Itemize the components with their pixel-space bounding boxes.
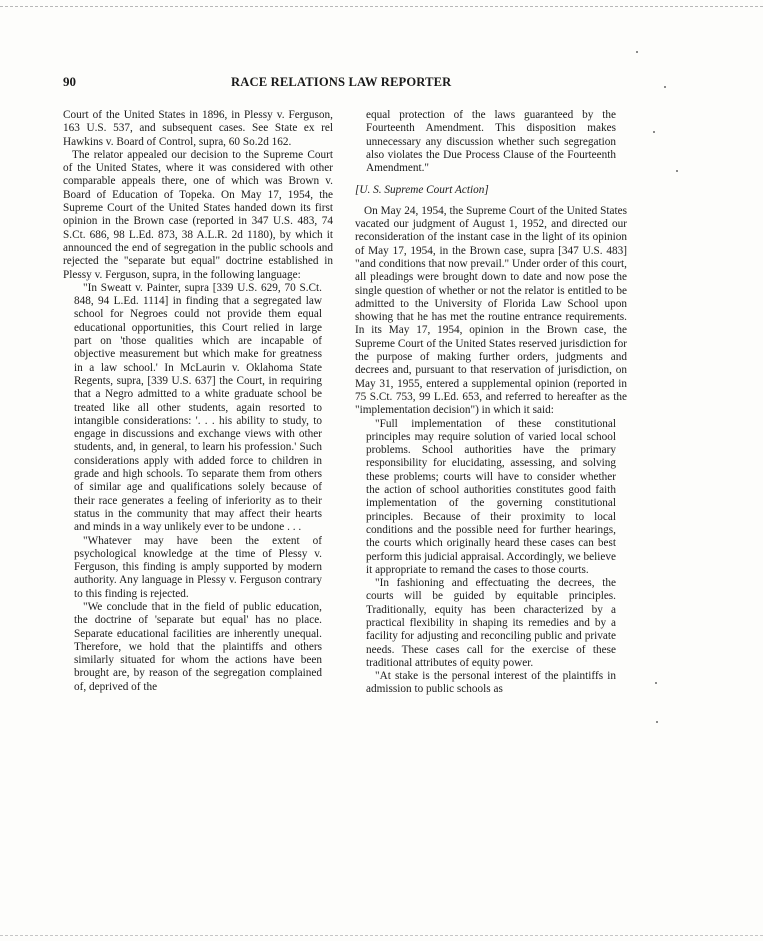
page-header xyxy=(0,74,763,94)
page-number: 90 xyxy=(63,74,76,89)
paragraph: Court of the United States in 1896, in Plessy v. Ferguson, 163 U.S. 537, and subsequent cases. See State ex rel Hawkins v. Board of Control, supra, 60 So.2d 162. xyxy=(63,109,333,148)
scan-speck xyxy=(636,51,638,53)
scan-speck xyxy=(656,721,658,723)
quoted-passage: equal protection of the laws guaranteed by the Fourteenth Amendment. This disposition makes unnecessary any discussion whether such segregation also violates the Due Process Clause of the Fourteenth Amendment." xyxy=(366,109,616,175)
scan-edge-bottom xyxy=(0,935,763,936)
paragraph: The relator appealed our decision to the Supreme Court of the United States, where it was considered with other comparable appeals there, one of which was Brown v. Board of Education of Topeka. On May 17, 1954, the Supreme Court of the United States handed down its first opinion in the Brown case (reported in 347 U.S. 483, 74 S.Ct. 686, 98 L.Ed. 873, 38 A.L.R. 2d 1180), by which it announced the end of segregation in the public schools and rejected the "separate but equal" doctrine established in Plessy v. Ferguson, supra, in the following language: xyxy=(63,148,333,281)
paragraph: On May 24, 1954, the Supreme Court of the United States vacated our judgment of August 1, 1952, and directed our reconsideration of the instant case in the light of its opinion of May 17, 1954, in the Brown case, supra [347 U.S. 483] "and conditions that now prevail." Under order of this court, all pleadings were brought down to date and now pose the single question of whether or not the relator is entitled to be admitted to the University of Florida Law School upon showing that he has met the routine entrance requirements. In its May 17, 1954, opinion in the Brown case, the Supreme Court of the United States reserved jurisdiction for the purpose of making further orders, judgments and decrees and, pursuant to that reservation of jurisdiction, on May 31, 1955, entered a supplemental opinion (reported in 75 S.Ct. 753, 99 L.Ed. 653, and referred to hereafter as the "implementation decision") in which it said: xyxy=(355,204,627,417)
scan-edge-top xyxy=(0,6,763,7)
quoted-passage: "In Sweatt v. Painter, supra [339 U.S. 629, 70 S.Ct. 848, 94 L.Ed. 1114] in finding that a segregated law school for Negroes could not provide them equal educational opportunities, this Court relied in large part on 'those qualities which are incapable of objective measurement but which make for greatness in a law school.' In McLaurin v. Oklahoma State Regents, supra, [339 U.S. 637] the Court, in requiring that a Negro admitted to a white graduate school be treated like all other students, again resorted to intangible considerations: '. . . his ability to study, to engage in discussions and exchange views with other students, and, in general, to learn his profession.' Such considerations apply with added force to children in grade and high schools. To separate them from others of similar age and qualifications solely because of their race generates a feeling of inferiority as to their status in the community that may affect their hearts and minds in a way unlikely ever to be undone . . . xyxy=(74,281,322,534)
scan-speck xyxy=(653,131,655,133)
scan-speck xyxy=(664,86,666,88)
quoted-passage: "Full implementation of these constitutional principles may require solution of varied local school problems. School authorities have the primary responsibility for elucidating, assessing, and solving these problems; courts will have to consider whether the action of school authorities constitutes good faith implementation of the governing constitutional principles. Because of their proximity to local conditions and the possible need for further hearings, the courts which originally heard these cases can best perform this judicial appraisal. Accordingly, we believe it appropriate to remand the cases to those courts. xyxy=(366,417,616,576)
running-head: RACE RELATIONS LAW REPORTER xyxy=(231,75,452,89)
section-heading: [U. S. Supreme Court Action] xyxy=(355,184,489,197)
right-column xyxy=(355,109,627,697)
left-column xyxy=(63,109,333,694)
scan-speck xyxy=(676,170,678,172)
scan-speck xyxy=(655,682,657,684)
quoted-passage: "In fashioning and effectuating the decrees, the courts will be guided by equitable principles. Traditionally, equity has been characterized by a practical flexibility in shaping its remedies and by a facility for adjusting and reconciling public and private needs. These cases call for the exercise of these traditional attributes of equity power. xyxy=(366,577,616,669)
quoted-passage: "We conclude that in the field of public education, the doctrine of 'separate but equal' has no place. Separate educational facilities are inherently unequal. Therefore, we hold that the plaintiffs and others similarly situated for whom the actions have been brought are, by reason of the segregation complained of, deprived of the xyxy=(74,600,322,693)
quoted-passage: "At stake is the personal interest of the plaintiffs in admission to public schools as xyxy=(366,670,616,696)
quoted-passage: "Whatever may have been the extent of psychological knowledge at the time of Plessy v. Ferguson, this finding is amply supported by modern authority. Any language in Plessy v. Ferguson contrary to this finding is rejected. xyxy=(74,534,322,600)
